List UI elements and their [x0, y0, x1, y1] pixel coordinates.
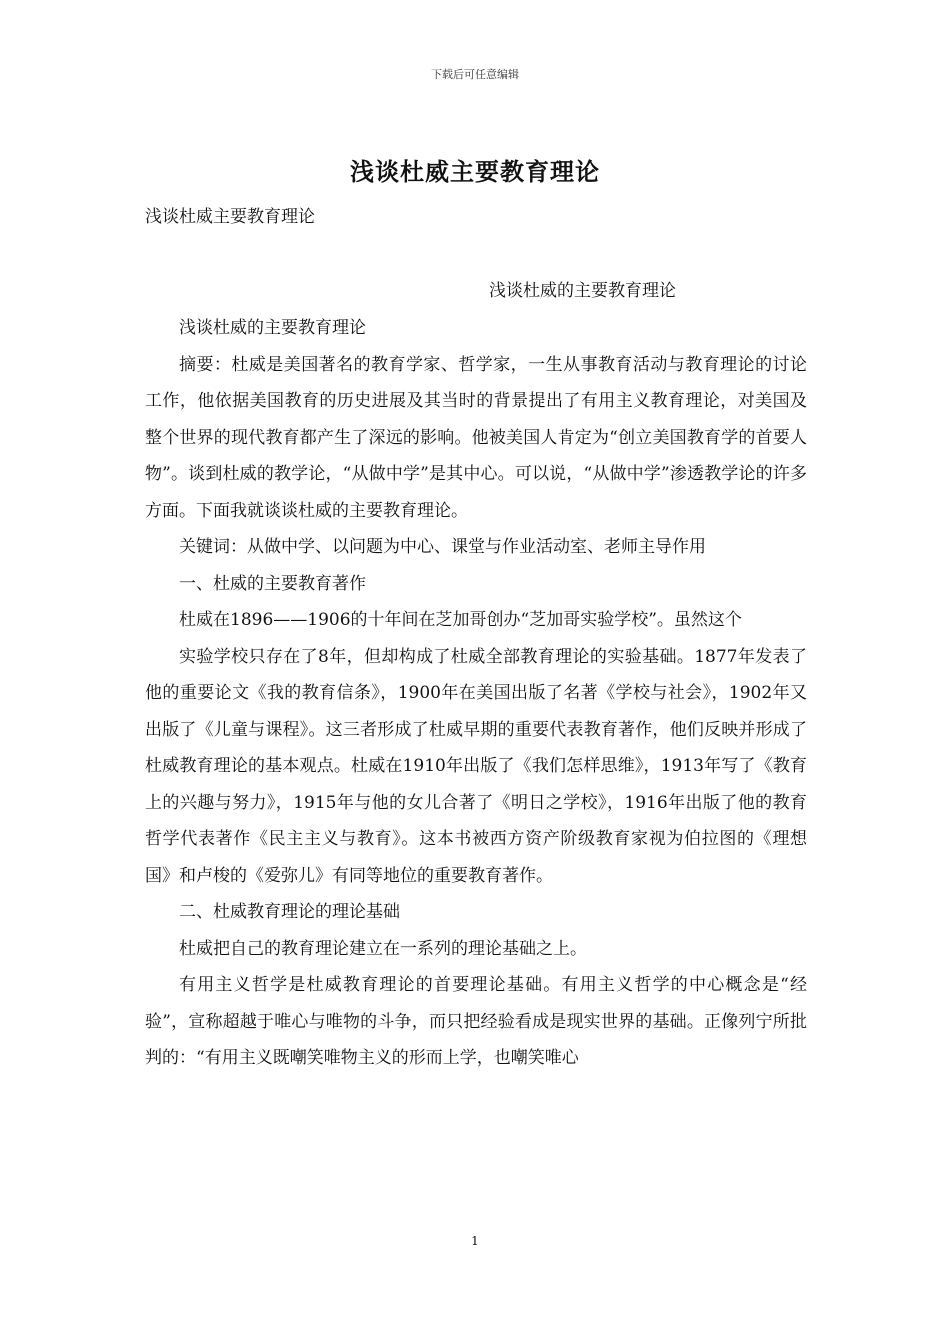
paragraph-keywords: 关键词：从做中学、以问题为中心、课堂与作业活动室、老师主导作用: [179, 537, 706, 557]
document-title: 浅谈杜威主要教育理论: [350, 157, 600, 186]
paragraph-heading: 浅谈杜威的主要教育理论: [179, 318, 366, 338]
paragraph: 杜威在1896——1906的十年间在芝加哥创办“芝加哥实验学校”。虽然这个: [179, 610, 742, 630]
section-heading-1: 一、杜威的主要教育著作: [179, 573, 366, 594]
document-body: [145, 310, 807, 1077]
page-number: 1: [471, 1234, 479, 1248]
paragraph: 有用主义哲学是杜威教育理论的首要理论基础。有用主义哲学的中心概念是“经验”，宣称超越于唯心与唯物的斗争，而只把经验看成是现实世界的基础。正像列宁所批判的：“有用主义既嘲笑唯物主义的形而上学，也嘲笑唯心: [145, 975, 807, 1068]
section-heading-2: 二、杜威教育理论的理论基础: [179, 902, 400, 922]
paragraph-abstract: 摘要：杜威是美国著名的教育学家、哲学家，一生从事教育活动与教育理论的讨论工作，他依据美国教育的历史进展及其当时的背景提出了有用主义教育理论，对美国及整个世界的现代教育都产生了深远的影响。他被美国人肯定为“创立美国教育学的首要人物”。谈到杜威的教学论，“从做中学”是其中心。可以说，“从做中学”渗透教学论的许多方面。下面我就谈谈杜威的主要教育理论。: [145, 354, 807, 521]
paragraph: 杜威把自己的教育理论建立在一系列的理论基础之上。: [179, 938, 587, 959]
subtitle-right: 浅谈杜威的主要教育理论: [489, 281, 676, 301]
paragraph: 实验学校只存在了8年，但却构成了杜威全部教育理论的实验基础。1877年发表了他的重要论文《我的教育信条》，1900年在美国出版了名著《学校与社会》，1902年又出版了《儿童与课程》。这三者形成了杜威早期的重要代表教育著作，他们反映并形成了杜威教育理论的基本观点。杜威在1910年出版了《我们怎样思维》，1913年写了《教育上的兴趣与努力》，1915年与他的女儿合著了《明日之学校》，1916年出版了他的教育哲学代表著作《民主主义与教育》。这本书被西方资产阶级教育家视为伯拉图的《理想国》和卢梭的《爱弥儿》有同等地位的重要教育著作。: [145, 646, 807, 886]
header-note: 下载后可任意编辑: [431, 68, 519, 81]
subtitle-left: 浅谈杜威主要教育理论: [145, 207, 315, 227]
